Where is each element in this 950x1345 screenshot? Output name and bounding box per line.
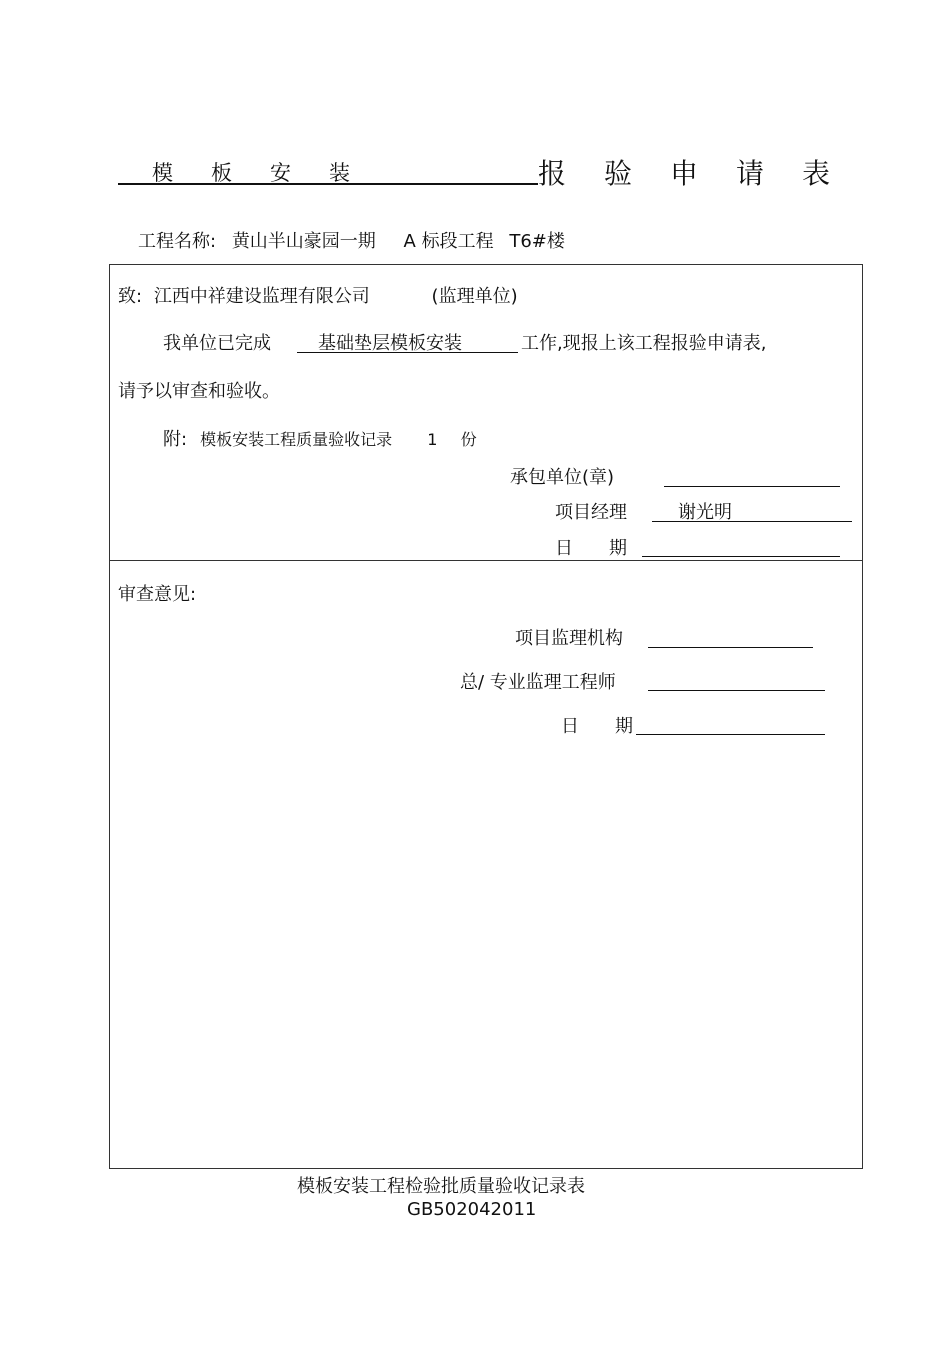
review-date-label: 日 期 — [561, 716, 633, 737]
supervision-org-label: 项目监理机构 — [515, 628, 623, 649]
engineer-underline — [648, 690, 825, 691]
review-opinion-label: 审查意见: — [118, 584, 197, 605]
project-name: 黄山半山豪园一期 — [231, 231, 376, 252]
footer-code: GB502042011 — [407, 1199, 537, 1220]
footer-caption: 模板安装工程检验批质量验收记录表 — [297, 1176, 585, 1197]
project-building: T6#楼 — [509, 231, 565, 252]
title-underline — [118, 183, 538, 185]
form-subject: 模板安装 — [152, 161, 388, 185]
attach-unit: 份 — [460, 430, 477, 449]
supervision-org-underline — [648, 647, 813, 648]
attach-label: 附: — [163, 429, 188, 450]
form-title: 报验申请表 — [538, 157, 869, 190]
to-role: (监理单位) — [431, 286, 518, 307]
addressee-line — [118, 282, 518, 308]
section-divider — [109, 560, 863, 561]
line1-suffix: 工作,现报上该工程报验申请表, — [521, 333, 767, 354]
engineer-label: 总/ 专业监理工程师 — [460, 672, 616, 693]
project-section: A 标段工程 — [403, 231, 494, 252]
date-underline — [642, 556, 840, 557]
to-company: 江西中祥建设监理有限公司 — [153, 286, 370, 307]
manager-name: 谢光明 — [678, 502, 732, 523]
attach-item: 模板安装工程质量验收记录 — [200, 430, 393, 449]
contractor-seal-line — [664, 486, 840, 487]
to-label: 致: — [118, 286, 143, 307]
work-item: 基础垫层模板安装 — [318, 333, 462, 354]
project-line — [138, 227, 565, 253]
project-label: 工程名称: — [138, 231, 217, 252]
review-date-underline — [636, 734, 825, 735]
date-label: 日 期 — [555, 538, 627, 559]
line1-prefix: 我单位已完成 — [163, 333, 271, 354]
attach-count: 1 — [427, 430, 438, 449]
line2: 请予以审查和验收。 — [118, 381, 280, 402]
contractor-label: 承包单位(章) — [510, 467, 615, 488]
manager-label: 项目经理 — [555, 502, 627, 523]
attachment-line — [163, 425, 477, 451]
